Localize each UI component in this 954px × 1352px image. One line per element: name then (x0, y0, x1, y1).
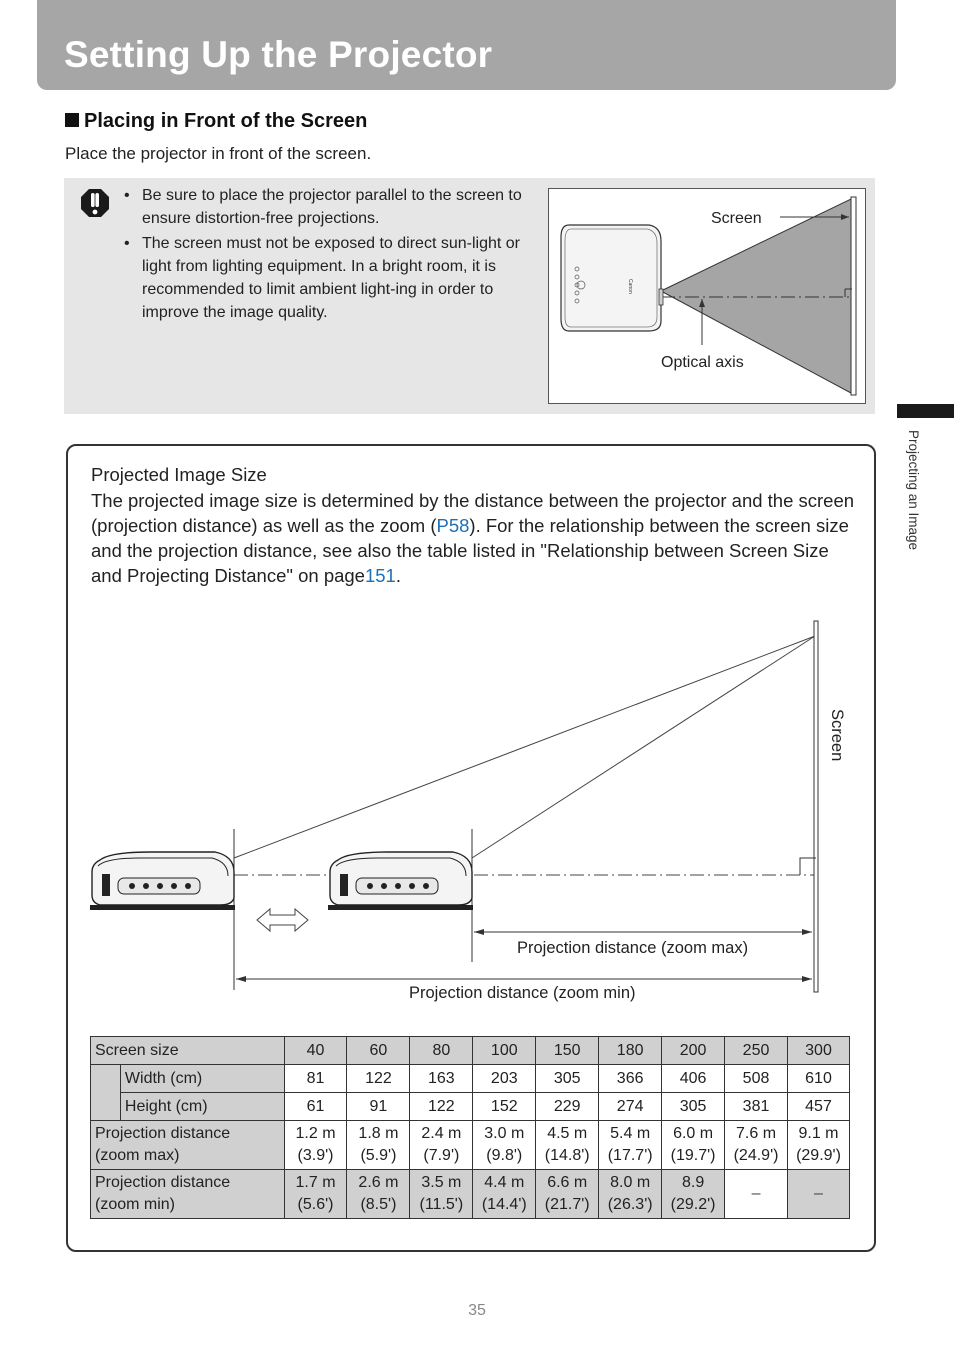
projector-side-view-far (90, 852, 235, 910)
table-cell: 8.0 m (26.3') (599, 1170, 662, 1219)
table-row-zoom-min (91, 1170, 850, 1219)
table-cell: – (725, 1170, 788, 1219)
table-cell: 2.4 m (7.9') (410, 1121, 473, 1170)
table-cell: 180 (599, 1037, 662, 1065)
table-header-cell (91, 1121, 285, 1170)
row-label-line: Projection distance (95, 1125, 231, 1142)
table-cell: 381 (725, 1093, 788, 1121)
table-cell: 6.6 m (21.7') (536, 1170, 599, 1219)
table-cell: 203 (473, 1065, 536, 1093)
table-header-cell: Height (cm) (120, 1093, 284, 1121)
caution-item: • The screen must not be exposed to direct sun-light or light from lighting equipment. In a bright room, it is recommended to limit ambient light-ing in order to improve the image quality. (122, 232, 532, 324)
table-cell: 305 (536, 1065, 599, 1093)
page-number: 35 (468, 1302, 486, 1319)
table-spacer-cell (91, 1065, 121, 1121)
table-cell: 80 (410, 1037, 473, 1065)
section-heading-text: Placing in Front of the Screen (84, 110, 368, 132)
zoom-max-label: Projection distance (zoom max) (517, 939, 749, 957)
table-row-screen-size (91, 1037, 850, 1065)
side-tab-label: Projecting an Image (906, 430, 921, 551)
table-header-cell: Screen size (91, 1037, 285, 1065)
table-cell: 163 (410, 1065, 473, 1093)
table-cell: 40 (284, 1037, 347, 1065)
table-cell: 122 (347, 1065, 410, 1093)
table-cell: 1.7 m (5.6') (284, 1170, 347, 1219)
table-cell: 366 (599, 1065, 662, 1093)
table-header-cell (91, 1170, 285, 1219)
table-cell: 200 (662, 1037, 725, 1065)
zoom-min-label: Projection distance (zoom min) (409, 984, 636, 1002)
table-cell: 1.2 m (3.9') (284, 1121, 347, 1170)
table-row-width (91, 1065, 850, 1093)
table-cell: 8.9 (29.2') (662, 1170, 725, 1219)
table-header-cell: Width (cm) (120, 1065, 284, 1093)
table-cell: 5.4 m (17.7') (599, 1121, 662, 1170)
row-label-line: (zoom max) (95, 1147, 180, 1164)
page-link-151[interactable]: 151 (364, 565, 396, 586)
table-cell: 4.5 m (14.8') (536, 1121, 599, 1170)
projector-side-view-near (328, 852, 473, 910)
double-arrow-icon (257, 909, 308, 931)
table-cell: 122 (410, 1093, 473, 1121)
row-label-line: (zoom min) (95, 1196, 176, 1213)
table-row-zoom-max (91, 1121, 850, 1170)
table-cell: – (788, 1170, 850, 1219)
table-cell: 100 (473, 1037, 536, 1065)
table-cell: 229 (536, 1093, 599, 1121)
table-cell: 61 (284, 1093, 347, 1121)
table-cell: 60 (347, 1037, 410, 1065)
table-cell: 250 (725, 1037, 788, 1065)
table-cell: 300 (788, 1037, 850, 1065)
page-title: Setting Up the Projector (64, 34, 493, 75)
table-cell: 1.8 m (5.9') (347, 1121, 410, 1170)
table-cell: 152 (473, 1093, 536, 1121)
table-cell: 274 (599, 1093, 662, 1121)
info-text-part: The projected image size is determined by the distance between the projector and the screen (projection distance) as well as the zoom ( (91, 490, 855, 536)
info-title: Projected Image Size (91, 464, 267, 485)
row-label-line: Projection distance (95, 1174, 231, 1191)
table-cell: 406 (662, 1065, 725, 1093)
screen-size-table (90, 1036, 850, 1219)
screen-shape (814, 621, 818, 992)
screen-label: Screen (711, 210, 762, 227)
table-cell: 91 (347, 1093, 410, 1121)
table-cell: 610 (788, 1065, 850, 1093)
table-cell: 7.6 m (24.9') (725, 1121, 788, 1170)
table-cell: 6.0 m (19.7') (662, 1121, 725, 1170)
caution-item: • Be sure to place the projector parallel to the screen to ensure distortion-free projections. (122, 184, 532, 230)
table-cell: 457 (788, 1093, 850, 1121)
table-cell: 9.1 m (29.9') (788, 1121, 850, 1170)
table-cell: 508 (725, 1065, 788, 1093)
info-text-part: ). For the relationship between the screen size and the projection distance, see also the table listed in "Relationship between Screen Size and Projecting Distance" on page (91, 515, 849, 586)
screen-label: Screen (828, 709, 846, 762)
brand-logo: Canon (627, 279, 633, 294)
table-cell: 3.5 m (11.5') (410, 1170, 473, 1219)
intro-text: Place the projector in front of the screen. (65, 144, 372, 163)
info-text-part: . (395, 565, 401, 586)
page-link-p58[interactable]: P58 (436, 515, 470, 536)
table-cell: 81 (284, 1065, 347, 1093)
table-cell: 4.4 m (14.4') (473, 1170, 536, 1219)
table-cell: 3.0 m (9.8') (473, 1121, 536, 1170)
table-cell: 150 (536, 1037, 599, 1065)
table-cell: 305 (662, 1093, 725, 1121)
table-row-height (91, 1093, 850, 1121)
optical-axis-label: Optical axis (661, 354, 744, 371)
table-cell: 2.6 m (8.5') (347, 1170, 410, 1219)
